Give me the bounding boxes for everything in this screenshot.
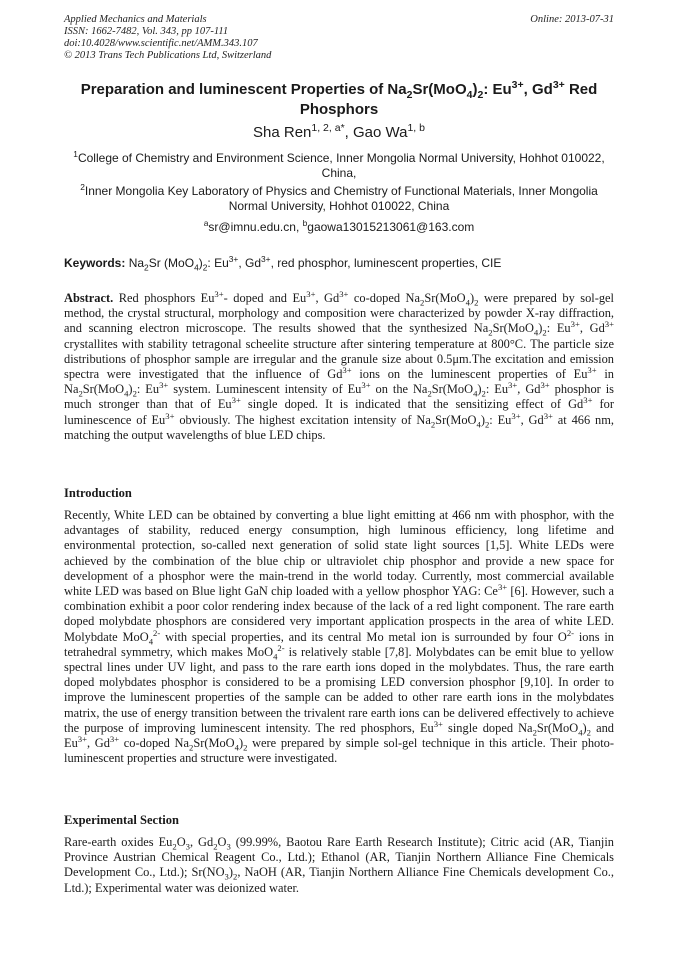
online-date: Online: 2013-07-31 (530, 14, 614, 25)
affiliation-2: $^2$Inner Mongolia Key Laboratory of Physics and Chemistry of Functional Materials, Inner Mongolia Normal University, Hohhot 010022, China (80, 182, 598, 213)
author-name: Sha Ren (253, 124, 312, 141)
journal-header (64, 14, 271, 62)
issn-line: ISSN: 1662-7482, Vol. 343, pp 107-111 (64, 26, 229, 37)
author-list: Sha Ren$^{1, 2, a*}$, Gao Wa$^{1, b}$ (253, 122, 425, 141)
section-heading-introduction: Introduction (64, 486, 132, 500)
author-name: Gao Wa (353, 124, 408, 141)
doi-line: doi:10.4028/www.scientific.net/AMM.343.107 (64, 38, 258, 49)
affiliation-1: $^1$College of Chemistry and Environment Science, Inner Mongolia Normal University, Hohhot 010022, China, (73, 149, 605, 180)
paper-title: Preparation and luminescent Properties of $Na_2Sr(MoO_4)_2$: $Eu^{3+}$, $Gd^{3+}$ Red Phosphors (80, 79, 598, 118)
introduction-paragraph: Recently, White LED can be obtained by converting a blue light emitting at 466 nm with phosphor, with the advantages of stability, reduced energy consumption, high luminous efficiency, long lifetime and environmental protection, so-called next generation of solid state light sources [1,5]. White LEDs were achieved by the combination of the blue chip or ultraviolet chip phosphor and provide a new space for development of a phosphor were the main-trend in the world today. Currently, most commercial available white LED was based on Blue light GaN chip loaded with a yellow phosphor YAG: $Ce^{3+}$ [6]. However, such a combination exhibit a poor color rendering index because of the lack of a red light component. The rare earth doped molybdate phosphors are considered very important application prospects in the area of white LED. Molybdate MoO$_4^{2-}$ with special properties, and its central Mo metal ion is surrounded by four $O^{2-}$ ions in tetrahedral symmetry, which makes MoO$_4^{2-}$ is relatively stable [7,8]. Molybdates can be emit blue to yellow spectral lines under UV light, and pass to the rare earth ions doped in the molybdates. Thus, the rare earth doped molybdates phosphor is considered to be a promising LED conversion phosphor [9,10]. In order to improve the luminescent properties of the sample can be added to other rare earth ions in the molybdates matrix, the use of energy transition between the trivalent rare earth ions can be delivered effectively to achieve the purpose of improving luminescent intensity. The red phosphors, $Eu^{3+}$ single doped $Na_2Sr(MoO_4)_2$ and $Eu^{3+}$, $Gd^{3+}$ co-doped $Na_2Sr(MoO_4)_2$ were prepared by simple sol-gel technique in this article. Their photo-luminescent properties and structure were investigated. (64, 508, 614, 766)
abstract: Abstract. Red phosphors $Eu^{3+}-$ doped and $Eu^{3+}$, $Gd^{3+}$ co-doped $Na_2Sr(MoO_4)_2$ were prepared by sol-gel method, the crystal structural, morphology and composition were characterized by powder X-ray diffraction, and scanning electron microscope. The results showed that the synthesized $Na_2Sr(MoO_4)_2$: $Eu^{3+}$, $Gd^{3+}$ crystallites with stability tetragonal scheelite structure after sintering temperature at 800°C. The particle size distributions of phosphor sample are irregular and the granule size about 0.5μm.The excitation and emission spectra were investigated that the influence of $Gd^{3+}$ ions on the luminescent properties of $Eu^{3+}$ in $Na_2Sr(MoO_4)_2$: $Eu^{3+}$ system. Luminescent intensity of $Eu^{3+}$ on the $Na_2Sr(MoO_4)_2$: $Eu^{3+}$, $Gd^{3+}$ phosphor is much stronger than that of $Eu^{3+}$ single doped. It is indicated that the sensitizing effect of $Gd^{3+}$ for luminescence of $Eu^{3+}$ obviously. The highest excitation intensity of $Na_2Sr(MoO_4)_2$: $Eu^{3+}$, $Gd^{3+}$ at 466 nm, matching the output wavelengths of blue LED chips. (64, 288, 614, 442)
journal-name: Applied Mechanics and Materials (64, 14, 207, 25)
author-emails: $^a$sr@imnu.edu.cn, $^b$gaowa13015213061@163.com (203, 218, 475, 234)
experimental-paragraph: Rare-earth oxides $Eu_2O_3$, $Gd_2O_3$ (99.99%, Baotou Rare Earth Research Institute); Citric acid (AR, Tianjin Province Austrian Chemical Reagent Co., Ltd.); Ethanol (AR, Tianjin Northern Alliance Fine Chemicals Development Co., Ltd.); $Sr(NO_3)_2$, NaOH (AR, Tianjin Northern Alliance Fine Chemicals development Co., Ltd.); Experimental water was deionized water. (64, 835, 614, 895)
keywords: Keywords: $Na_2Sr$ $(MoO_4)_2$: $Eu^{3+}$, $Gd^{3+}$, red phosphor, luminescent properties, CIE (64, 254, 502, 273)
keywords-label: Keywords: (64, 256, 126, 270)
abstract-label: Abstract. (64, 291, 114, 305)
copyright-line: © 2013 Trans Tech Publications Ltd, Switzerland (64, 50, 272, 61)
section-heading-experimental: Experimental Section (64, 813, 179, 827)
